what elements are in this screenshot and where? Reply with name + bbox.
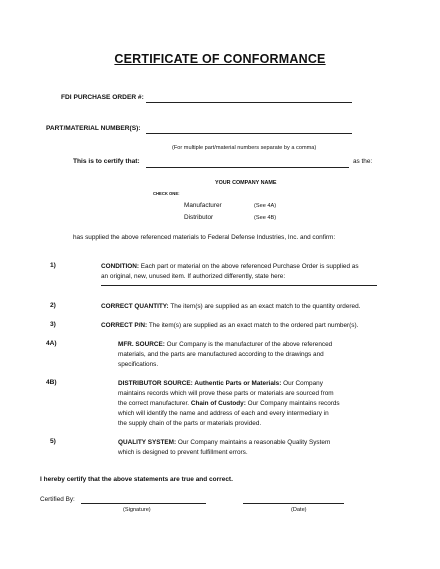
signature-field[interactable] <box>81 503 206 504</box>
option-manufacturer[interactable]: Manufacturer <box>184 202 222 209</box>
po-label: FDI PURCHASE ORDER #: <box>61 94 144 101</box>
certified-by-label: Certified By: <box>40 496 75 503</box>
quality-system-text: QUALITY SYSTEM: Our Company maintains a reasonable Quality System <box>118 439 331 446</box>
distributor-source-line3: the correct manufacturer. Chain of Custody: Our Company maintains records <box>118 400 340 407</box>
quantity-heading: CORRECT QUANTITY: <box>101 303 169 310</box>
condition-text: CONDITION: Each part or material on the above referenced Purchase Order is supplied as <box>101 263 359 270</box>
as-the-label: as the: <box>353 158 373 165</box>
part-number-text: CORRECT P/N: The item(s) are supplied as an exact match to the ordered part number(s). <box>101 322 359 329</box>
distributor-source-line4: which will identify the name and address of each and every intermediary in <box>118 410 329 417</box>
quality-system-heading: QUALITY SYSTEM: <box>118 439 177 446</box>
part-number-hint: (For multiple part/material numbers separate by a comma) <box>172 145 317 151</box>
company-name-caption: YOUR COMPANY NAME <box>215 180 277 186</box>
date-caption: (Date) <box>291 507 307 513</box>
po-number-field[interactable] <box>146 102 352 103</box>
part-number-heading: CORRECT P/N: <box>101 322 148 329</box>
option-manufacturer-note: (See 4A) <box>254 203 277 209</box>
distributor-source-line2: maintains records which will prove these parts or materials are sourced from <box>118 390 334 397</box>
supplied-statement: has supplied the above referenced materials to Federal Defense Industries, Inc. and confirm: <box>73 234 336 241</box>
mfr-source-heading: MFR. SOURCE: <box>118 341 165 348</box>
item-number: 3) <box>50 321 56 328</box>
condition-text-line2: an original, new, unused item. If authorized differently, state here: <box>101 273 286 280</box>
mfr-source-line3: specifications. <box>118 361 159 368</box>
condition-heading: CONDITION: <box>101 263 139 270</box>
chain-of-custody-heading: Chain of Custody: <box>190 400 246 407</box>
part-number-field[interactable] <box>146 133 352 134</box>
page-title: CERTIFICATE OF CONFORMANCE <box>114 52 326 66</box>
item-number: 5) <box>50 438 56 445</box>
item-number: 1) <box>50 262 56 269</box>
condition-exception-field[interactable] <box>101 285 377 286</box>
quality-system-line2: which is designed to prevent fulfillment errors. <box>118 449 248 456</box>
date-field[interactable] <box>243 503 344 504</box>
company-name-field[interactable] <box>146 167 349 168</box>
check-one-label: CHECK ONE: <box>153 191 180 196</box>
item-number: 4A) <box>46 340 57 347</box>
part-number-label: PART/MATERIAL NUMBER(S): <box>46 125 141 132</box>
quantity-text: CORRECT QUANTITY: The item(s) are supplied as an exact match to the quantity ordered. <box>101 303 361 310</box>
item-number: 2) <box>50 302 56 309</box>
certify-statement: I hereby certify that the above statements are true and correct. <box>40 476 233 483</box>
item-number: 4B) <box>46 379 57 386</box>
option-distributor-note: (See 4B) <box>254 215 277 221</box>
mfr-source-text: MFR. SOURCE: Our Company is the manufacturer of the above referenced <box>118 341 333 348</box>
distributor-source-text: DISTRIBUTOR SOURCE: Authentic Parts or Materials: Our Company <box>118 380 323 387</box>
mfr-source-line2: materials, and the parts are manufactured according to the drawings and <box>118 351 324 358</box>
distributor-source-line5: the supply chain of the parts or materials provided. <box>118 420 262 427</box>
distributor-source-heading: DISTRIBUTOR SOURCE: Authentic Parts or Materials: <box>118 380 282 387</box>
signature-caption: (Signature) <box>123 507 151 513</box>
certify-label: This is to certify that: <box>73 158 140 165</box>
option-distributor[interactable]: Distributor <box>184 214 214 221</box>
